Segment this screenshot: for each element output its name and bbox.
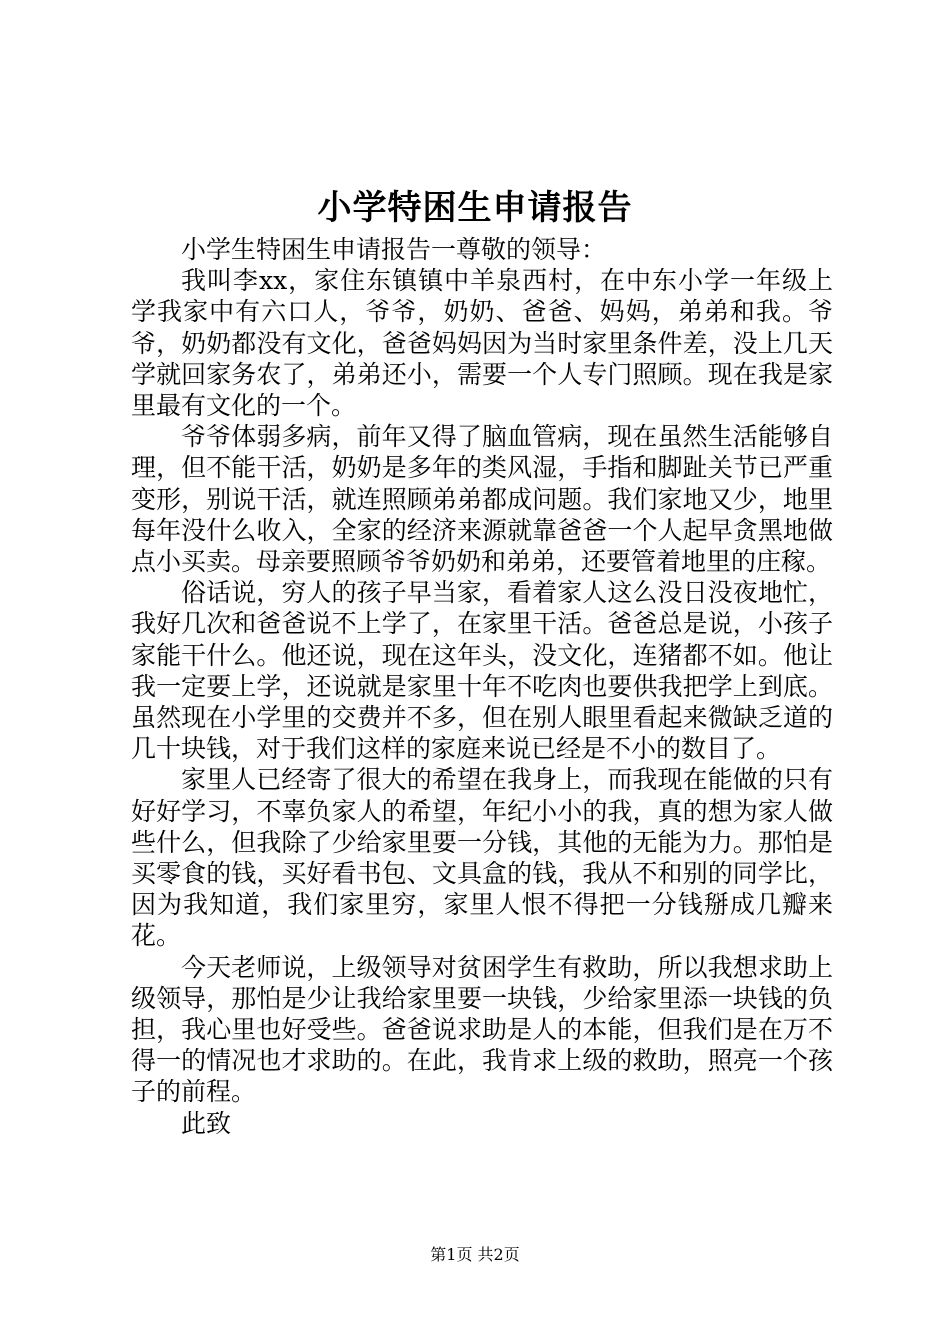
paragraph-family: 我叫李xx，家住东镇镇中羊泉西村，在中东小学一年级上学我家中有六口人，爷爷，奶奶、爸爸、妈妈，弟弟和我。爷爷，奶奶都没有文化，爸爸妈妈因为当时家里条件差，没上几天学就回家务农了，弟弟还小，需要一个人专门照顾。现在我是家里最有文化的一个。 — [131, 266, 833, 421]
paragraph-request: 今天老师说，上级领导对贫困学生有救助，所以我想求助上级领导，那怕是少让我给家里要一块钱，少给家里添一块钱的负担，我心里也好受些。爸爸说求助是人的本能，但我们是在万不得一的情况也才求助的。在此，我肯求上级的救助，照亮一个孩子的前程。 — [131, 952, 833, 1107]
paragraph-hope: 家里人已经寄了很大的希望在我身上，而我现在能做的只有好好学习，不辜负家人的希望，年纪小小的我，真的想为家人做些什么，但我除了少给家里要一分钱，其他的无能为力。那怕是买零食的钱，买好看书包、文具盒的钱，我从不和别的同学比，因为我知道，我们家里穷，家里人恨不得把一分钱掰成几瓣来花。 — [131, 765, 833, 951]
paragraph-proverb: 俗话说，穷人的孩子早当家，看着家人这么没日没夜地忙，我好几次和爸爸说不上学了，在家里干活。爸爸总是说，小孩子家能干什么。他还说，现在这年头，没文化，连猪都不如。他让我一定要上学，还说就是家里十年不吃肉也要供我把学上到底。虽然现在小学里的交费并不多，但在别人眼里看起来微缺乏道的几十块钱，对于我们这样的家庭来说已经是不小的数目了。 — [131, 578, 833, 764]
page-number: 第1页 共2页 — [430, 1245, 520, 1264]
document-body — [131, 234, 833, 1139]
paragraph-closing: 此致 — [181, 1108, 232, 1138]
paragraph-greeting: 小学生特困生申请报告一尊敬的领导： — [181, 235, 607, 264]
paragraph-health: 爷爷体弱多病，前年又得了脑血管病，现在虽然生活能够自理，但不能干活，奶奶是多年的类风湿，手指和脚趾关节已严重变形，别说干活，就连照顾弟弟都成问题。我们家地又少，地里每年没什么收入，全家的经济来源就靠爸爸一个人起早贪黑地做点小买卖。母亲要照顾爷爷奶奶和弟弟，还要管着地里的庄稼。 — [131, 422, 833, 577]
page-title: 小学特困生申请报告 — [317, 188, 633, 228]
